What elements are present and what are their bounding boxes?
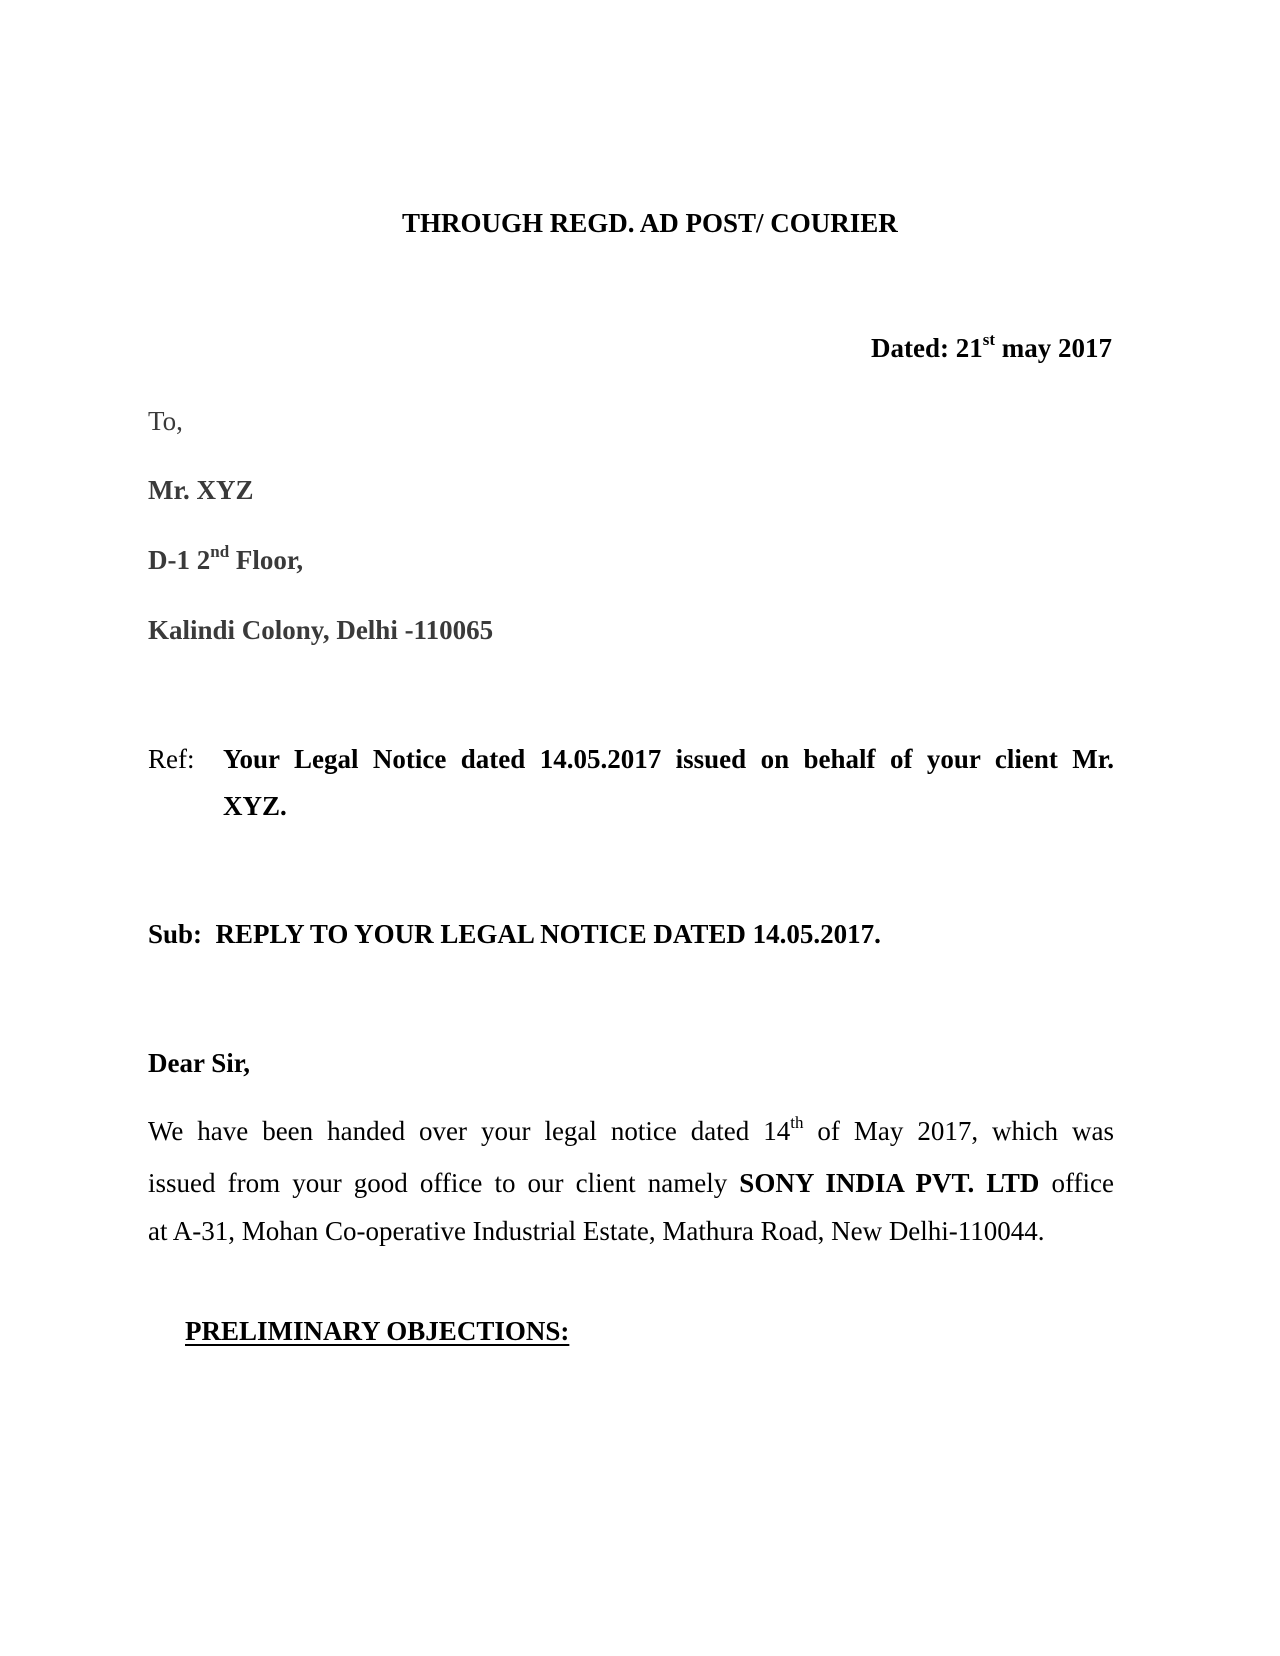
subject-label: Sub: — [148, 919, 203, 949]
address-line1-post: Floor, — [229, 545, 304, 575]
greeting: Dear Sir, — [148, 1048, 251, 1078]
preliminary-objections-heading: PRELIMINARY OBJECTIONS: — [185, 1316, 570, 1346]
body-line2-pre: issued from your good office to our client namely — [148, 1168, 740, 1198]
address-line1-ordinal: nd — [210, 542, 230, 561]
address-line1-pre: D-1 2 — [148, 545, 211, 575]
letter-date — [870, 330, 1112, 363]
ref-text-line1: Your Legal Notice dated 14.05.2017 issued on behalf of your client Mr. — [223, 744, 1114, 774]
date-label: Dated: 21 — [870, 333, 983, 363]
ref-text-line2: XYZ. — [223, 791, 287, 821]
date-rest: may 2017 — [995, 333, 1112, 363]
client-name: SONY INDIA PVT. LTD — [739, 1168, 1040, 1198]
body-line2-post: office — [1039, 1168, 1114, 1198]
body-line2 — [148, 1170, 1114, 1197]
to-label: To, — [148, 406, 183, 436]
delivery-mode-heading: THROUGH REGD. AD POST/ COURIER — [402, 208, 898, 238]
body-line1-post: of May 2017, which was — [803, 1116, 1114, 1146]
body-line1-ordinal: th — [790, 1113, 804, 1132]
recipient-address-line2: Kalindi Colony, Delhi -110065 — [148, 615, 494, 645]
date-ordinal: st — [982, 330, 995, 349]
body-line1-pre: We have been handed over your legal notice dated 14 — [148, 1116, 791, 1146]
subject-text: REPLY TO YOUR LEGAL NOTICE DATED 14.05.2017. — [215, 919, 881, 949]
body-line1 — [148, 1113, 1114, 1146]
subject-line — [148, 921, 881, 948]
ref-label: Ref: — [148, 744, 195, 774]
recipient-name: Mr. XYZ — [148, 475, 254, 505]
body-line3: at A-31, Mohan Co-operative Industrial Estate, Mathura Road, New Delhi-110044. — [148, 1216, 1045, 1246]
recipient-address-line1 — [148, 542, 304, 575]
